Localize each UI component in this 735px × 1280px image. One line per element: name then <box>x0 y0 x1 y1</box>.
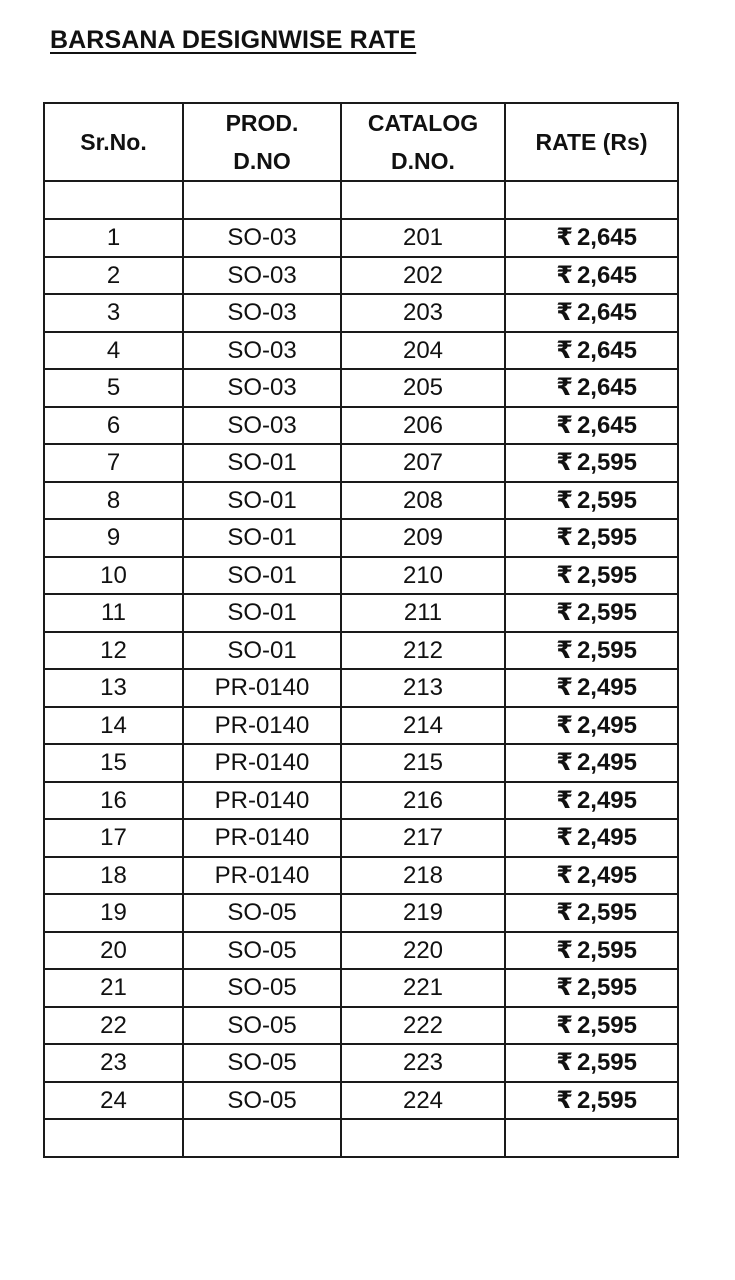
prod-dno-cell: PR-0140 <box>183 744 341 782</box>
rate-value: 2,595 <box>576 1086 637 1114</box>
rupee-symbol: ₹ <box>556 561 573 589</box>
prod-dno-cell: SO-01 <box>183 632 341 670</box>
rupee-symbol: ₹ <box>556 749 573 777</box>
rate-value: 2,595 <box>576 936 637 964</box>
rate-cell <box>505 557 678 595</box>
header-rate <box>505 103 678 181</box>
table-row <box>44 594 678 632</box>
blank-cell <box>505 181 678 219</box>
table-row <box>44 257 678 295</box>
catalog-dno-cell: 209 <box>341 519 505 557</box>
rate-value: 2,645 <box>576 299 637 327</box>
rupee-symbol: ₹ <box>556 1011 573 1039</box>
blank-cell <box>44 181 183 219</box>
sr-no-cell: 8 <box>44 482 183 520</box>
prod-dno-cell: SO-01 <box>183 444 341 482</box>
sr-no-cell: 6 <box>44 407 183 445</box>
rate-value: 2,595 <box>576 449 637 477</box>
rupee-symbol: ₹ <box>556 861 573 889</box>
prod-dno-cell: PR-0140 <box>183 819 341 857</box>
table-row <box>44 1044 678 1082</box>
sr-no-cell: 15 <box>44 744 183 782</box>
header-prod-line1: PROD. <box>225 110 299 136</box>
prod-dno-cell: SO-05 <box>183 1007 341 1045</box>
rate-value: 2,595 <box>576 1011 637 1039</box>
sr-no-cell: 14 <box>44 707 183 745</box>
rupee-symbol: ₹ <box>556 936 573 964</box>
rate-cell <box>505 1082 678 1120</box>
rate-cell <box>505 894 678 932</box>
table-header <box>44 103 678 181</box>
table-row <box>44 819 678 857</box>
catalog-dno-cell: 214 <box>341 707 505 745</box>
sr-no-cell: 21 <box>44 969 183 1007</box>
catalog-dno-cell: 208 <box>341 482 505 520</box>
prod-dno-cell: PR-0140 <box>183 857 341 895</box>
sr-no-cell: 22 <box>44 1007 183 1045</box>
prod-dno-cell: SO-03 <box>183 332 341 370</box>
catalog-dno-cell: 216 <box>341 782 505 820</box>
rate-cell <box>505 782 678 820</box>
prod-dno-cell: SO-03 <box>183 219 341 257</box>
table-body <box>44 181 678 1157</box>
header-prod-line2: D.NO <box>233 148 291 174</box>
table-row <box>44 932 678 970</box>
catalog-dno-cell: 203 <box>341 294 505 332</box>
rupee-symbol: ₹ <box>556 299 573 327</box>
blank-row-top <box>44 181 678 219</box>
rate-cell <box>505 332 678 370</box>
rate-cell <box>505 819 678 857</box>
prod-dno-cell: SO-03 <box>183 257 341 295</box>
table-row <box>44 669 678 707</box>
catalog-dno-cell: 218 <box>341 857 505 895</box>
catalog-dno-cell: 222 <box>341 1007 505 1045</box>
catalog-dno-cell: 223 <box>341 1044 505 1082</box>
document-title: BARSANA DESIGNWISE RATE <box>50 26 417 54</box>
table-row <box>44 444 678 482</box>
table-row <box>44 369 678 407</box>
prod-dno-cell: PR-0140 <box>183 782 341 820</box>
rate-value: 2,645 <box>576 336 637 364</box>
rate-value: 2,495 <box>576 674 637 702</box>
blank-row-bottom <box>44 1119 678 1157</box>
rate-cell <box>505 219 678 257</box>
header-sr-no-label: Sr.No. <box>80 129 147 155</box>
blank-cell <box>341 1119 505 1157</box>
catalog-dno-cell: 213 <box>341 669 505 707</box>
rate-value: 2,645 <box>576 411 637 439</box>
rate-value: 2,495 <box>576 861 637 889</box>
sr-no-cell: 1 <box>44 219 183 257</box>
table-row <box>44 332 678 370</box>
table-row <box>44 294 678 332</box>
rate-cell <box>505 407 678 445</box>
sr-no-cell: 18 <box>44 857 183 895</box>
table-row <box>44 894 678 932</box>
header-catalog-dno <box>341 103 505 181</box>
prod-dno-cell: SO-05 <box>183 969 341 1007</box>
table-row <box>44 969 678 1007</box>
table-row <box>44 707 678 745</box>
catalog-dno-cell: 219 <box>341 894 505 932</box>
rupee-symbol: ₹ <box>556 786 573 814</box>
rupee-symbol: ₹ <box>556 711 573 739</box>
catalog-dno-cell: 204 <box>341 332 505 370</box>
header-sr-no <box>44 103 183 181</box>
catalog-dno-cell: 202 <box>341 257 505 295</box>
header-rate-label: RATE (Rs) <box>535 129 648 155</box>
prod-dno-cell: SO-05 <box>183 1044 341 1082</box>
rate-cell <box>505 482 678 520</box>
rate-cell <box>505 444 678 482</box>
rupee-symbol: ₹ <box>556 899 573 927</box>
sr-no-cell: 10 <box>44 557 183 595</box>
sr-no-cell: 3 <box>44 294 183 332</box>
rupee-symbol: ₹ <box>556 599 573 627</box>
table-row <box>44 1007 678 1045</box>
prod-dno-cell: SO-01 <box>183 482 341 520</box>
rate-value: 2,595 <box>576 1049 637 1077</box>
rate-value: 2,495 <box>576 824 637 852</box>
header-catalog-line1: CATALOG <box>367 110 479 136</box>
rupee-symbol: ₹ <box>556 449 573 477</box>
sr-no-cell: 4 <box>44 332 183 370</box>
table-row <box>44 782 678 820</box>
rupee-symbol: ₹ <box>556 636 573 664</box>
rate-value: 2,645 <box>576 224 637 252</box>
catalog-dno-cell: 207 <box>341 444 505 482</box>
rupee-symbol: ₹ <box>556 1049 573 1077</box>
blank-cell <box>341 181 505 219</box>
sr-no-cell: 7 <box>44 444 183 482</box>
table-row <box>44 557 678 595</box>
prod-dno-cell: SO-05 <box>183 894 341 932</box>
prod-dno-cell: SO-05 <box>183 932 341 970</box>
rate-cell <box>505 857 678 895</box>
rupee-symbol: ₹ <box>556 974 573 1002</box>
prod-dno-cell: SO-01 <box>183 519 341 557</box>
rupee-symbol: ₹ <box>556 1086 573 1114</box>
rate-value: 2,645 <box>576 374 637 402</box>
prod-dno-cell: PR-0140 <box>183 707 341 745</box>
prod-dno-cell: SO-01 <box>183 594 341 632</box>
rate-cell <box>505 632 678 670</box>
rupee-symbol: ₹ <box>556 824 573 852</box>
blank-cell <box>505 1119 678 1157</box>
table-row <box>44 632 678 670</box>
header-catalog-line2: D.NO. <box>391 148 455 174</box>
rate-cell <box>505 707 678 745</box>
catalog-dno-cell: 220 <box>341 932 505 970</box>
rate-cell <box>505 369 678 407</box>
blank-cell <box>44 1119 183 1157</box>
catalog-dno-cell: 206 <box>341 407 505 445</box>
sr-no-cell: 24 <box>44 1082 183 1120</box>
catalog-dno-cell: 224 <box>341 1082 505 1120</box>
table-row <box>44 744 678 782</box>
rate-value: 2,495 <box>576 786 637 814</box>
catalog-dno-cell: 221 <box>341 969 505 1007</box>
prod-dno-cell: SO-05 <box>183 1082 341 1120</box>
table-row <box>44 219 678 257</box>
rate-value: 2,595 <box>576 524 637 552</box>
catalog-dno-cell: 212 <box>341 632 505 670</box>
rate-value: 2,595 <box>576 636 637 664</box>
rate-cell <box>505 519 678 557</box>
sr-no-cell: 19 <box>44 894 183 932</box>
catalog-dno-cell: 205 <box>341 369 505 407</box>
sr-no-cell: 11 <box>44 594 183 632</box>
prod-dno-cell: SO-03 <box>183 407 341 445</box>
sr-no-cell: 23 <box>44 1044 183 1082</box>
rate-cell <box>505 1007 678 1045</box>
rate-value: 2,595 <box>576 486 637 514</box>
table-row <box>44 407 678 445</box>
table-row <box>44 519 678 557</box>
sr-no-cell: 2 <box>44 257 183 295</box>
rate-cell <box>505 257 678 295</box>
rupee-symbol: ₹ <box>556 524 573 552</box>
rupee-symbol: ₹ <box>556 486 573 514</box>
header-prod-dno <box>183 103 341 181</box>
header-row <box>44 103 678 181</box>
rupee-symbol: ₹ <box>556 261 573 289</box>
catalog-dno-cell: 215 <box>341 744 505 782</box>
catalog-dno-cell: 210 <box>341 557 505 595</box>
sr-no-cell: 16 <box>44 782 183 820</box>
rate-value: 2,495 <box>576 749 637 777</box>
rate-cell <box>505 669 678 707</box>
catalog-dno-cell: 211 <box>341 594 505 632</box>
sr-no-cell: 17 <box>44 819 183 857</box>
rupee-symbol: ₹ <box>556 224 573 252</box>
table-row <box>44 857 678 895</box>
rate-cell <box>505 969 678 1007</box>
rate-value: 2,495 <box>576 711 637 739</box>
sr-no-cell: 13 <box>44 669 183 707</box>
rate-value: 2,595 <box>576 561 637 589</box>
rupee-symbol: ₹ <box>556 336 573 364</box>
sr-no-cell: 5 <box>44 369 183 407</box>
sr-no-cell: 9 <box>44 519 183 557</box>
rupee-symbol: ₹ <box>556 411 573 439</box>
rate-cell <box>505 594 678 632</box>
blank-cell <box>183 181 341 219</box>
rate-value: 2,595 <box>576 899 637 927</box>
rate-value: 2,595 <box>576 974 637 1002</box>
sr-no-cell: 20 <box>44 932 183 970</box>
rate-cell <box>505 932 678 970</box>
prod-dno-cell: PR-0140 <box>183 669 341 707</box>
rupee-symbol: ₹ <box>556 674 573 702</box>
rate-cell <box>505 294 678 332</box>
table-row <box>44 482 678 520</box>
rate-value: 2,595 <box>576 599 637 627</box>
prod-dno-cell: SO-03 <box>183 294 341 332</box>
sr-no-cell: 12 <box>44 632 183 670</box>
rupee-symbol: ₹ <box>556 374 573 402</box>
catalog-dno-cell: 217 <box>341 819 505 857</box>
rate-cell <box>505 1044 678 1082</box>
prod-dno-cell: SO-03 <box>183 369 341 407</box>
rate-value: 2,645 <box>576 261 637 289</box>
table-row <box>44 1082 678 1120</box>
rate-cell <box>505 744 678 782</box>
rate-table <box>43 102 679 1158</box>
catalog-dno-cell: 201 <box>341 219 505 257</box>
blank-cell <box>183 1119 341 1157</box>
prod-dno-cell: SO-01 <box>183 557 341 595</box>
